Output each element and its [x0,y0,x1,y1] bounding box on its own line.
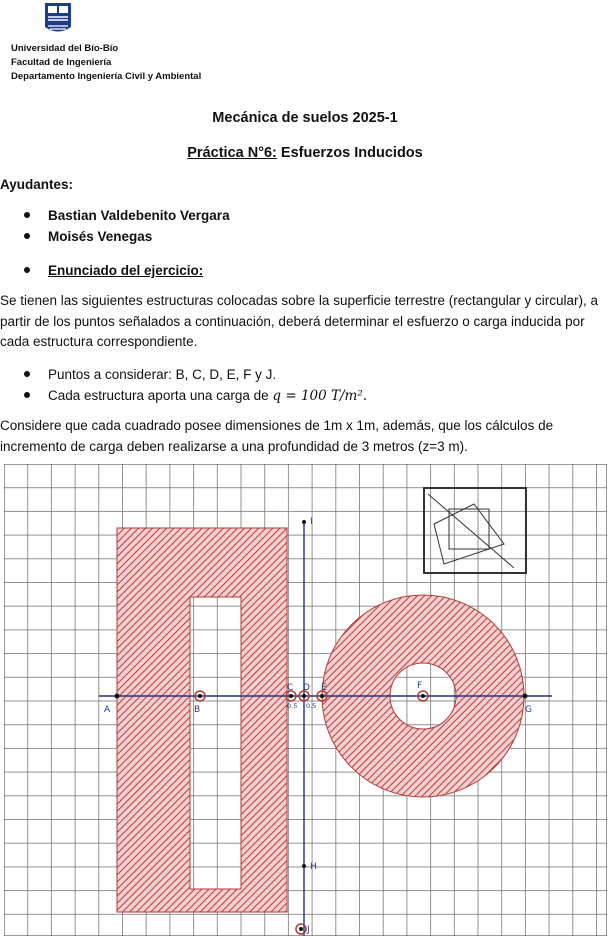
offset-label: 0.5 [287,702,298,710]
bullet-icon [24,392,30,398]
label-B: B [194,705,201,715]
structures-figure [4,464,607,936]
practice-topic: Esfuerzos Inducidos [280,145,423,161]
label-A: A [104,705,111,715]
point-A [115,694,120,699]
assistant-item: Bastian Valdebenito Vergara [24,205,230,226]
load-item: Cada estructura aporta una carga de q = 100 T/m². [24,385,367,407]
exercise-heading: Enunciado del ejercicio: [24,260,203,281]
label-D: D [303,683,310,693]
faculty-name: Facultad de Ingeniería [11,57,112,68]
bullet-icon [24,212,30,218]
label-H: H [310,862,317,872]
bullet-icon [24,233,30,239]
assistants-label: Ayudantes: [0,177,74,192]
point-G [523,694,528,699]
point-I [302,520,306,524]
page-title: Mecánica de suelos 2025-1 [212,110,398,126]
bullet-icon [24,267,30,273]
practice-number: Práctica N°6: [187,145,277,161]
department-name: Departamento Ingeniería Civil y Ambiental [11,71,202,82]
points-item: Puntos a considerar: B, C, D, E, F y J. [24,364,276,385]
closing-paragraph: Considere que cada cuadrado posee dimensiones de 1m x 1m, además, que los cálculos de incremento de carga deben realizarse a una profundidad de 3 metros (z=3 m). [0,418,554,454]
university-name: Universidad del Bío-Bío [11,43,119,54]
assistant-item: Moisés Venegas [24,226,152,247]
label-J: J [307,925,310,935]
offset-label: 0.5 [306,702,317,710]
label-C: C [287,683,294,693]
label-G: G [525,705,532,715]
label-I: I [310,517,313,527]
page-subtitle [0,145,610,161]
intro-paragraph: Se tienen las siguientes estructuras colocadas sobre la superficie terrestre (rectangular y circular), a partir de los puntos señalados a continuación, deberá determinar el esfuerzo o carga inducida por cada estructura correspondiente. [0,293,599,349]
bullet-icon [24,371,30,377]
label-E: E [321,683,327,693]
university-crest-icon [44,2,72,36]
point-H [302,864,306,868]
label-F: F [417,681,423,691]
load-formula: q = 100 T/m². [272,388,368,404]
